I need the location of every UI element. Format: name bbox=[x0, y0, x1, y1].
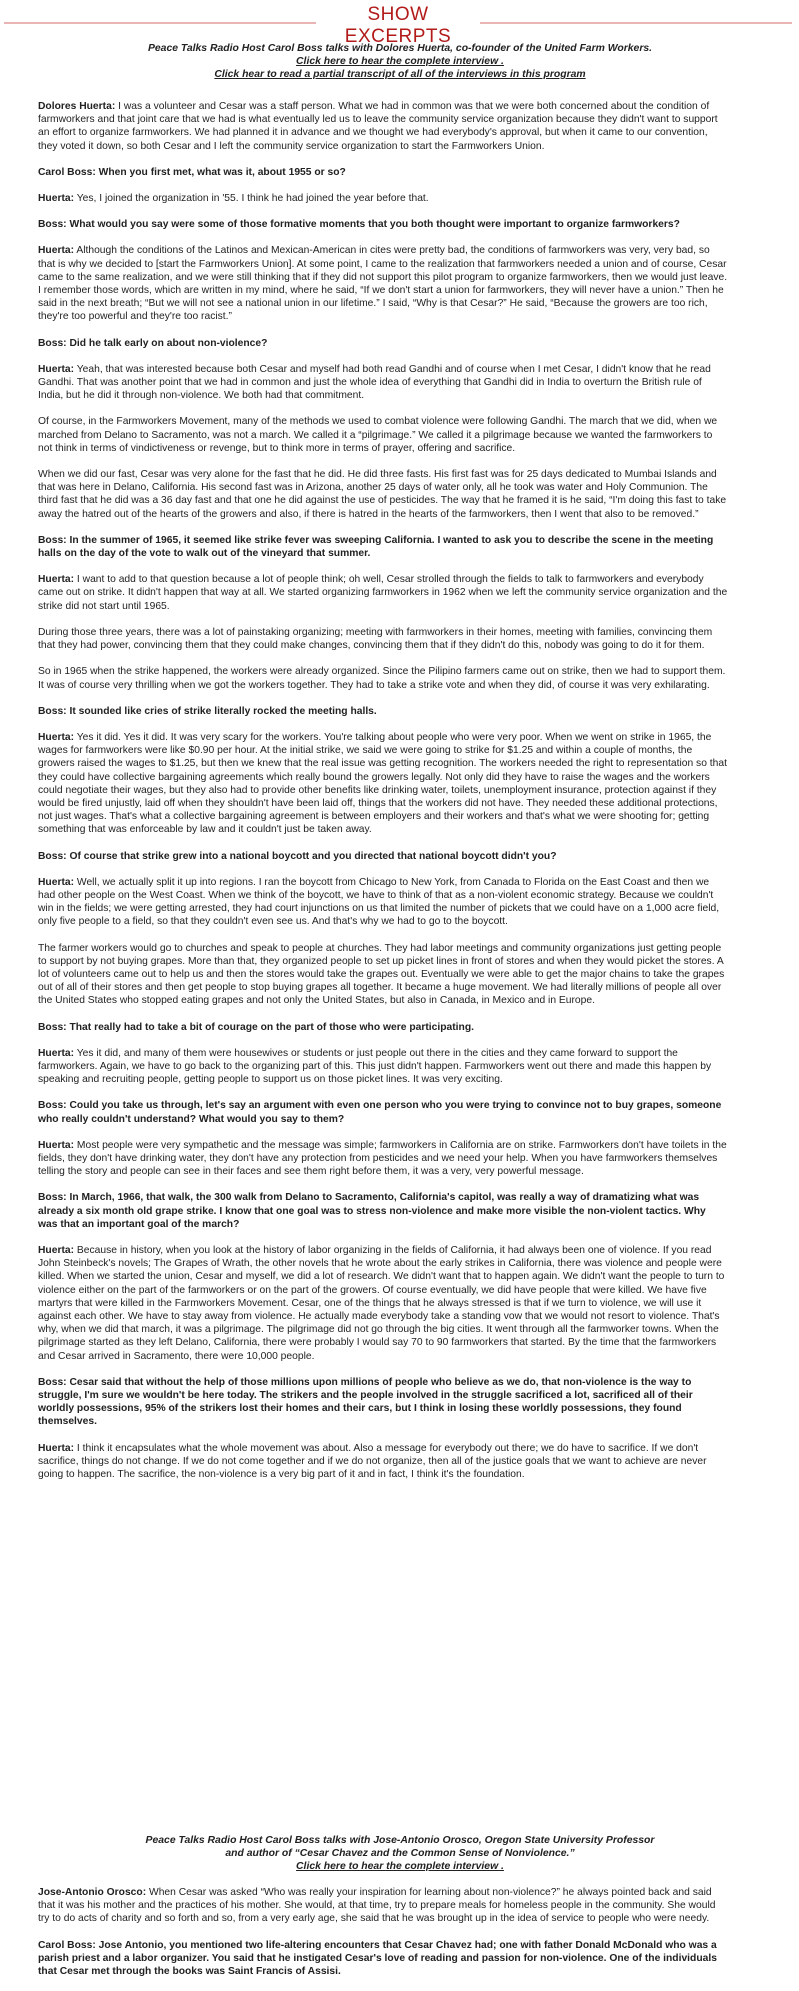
speaker-name: Huerta: bbox=[38, 1047, 75, 1059]
paragraph-text: In the summer of 1965, it seemed like strike fever was sweeping California. I wanted to ask you to describe the scene in the meeting halls on the day of the vote to walk out of the vineyard that summer. bbox=[38, 534, 714, 560]
paragraph-text: What would you say were some of those formative moments that you both thought were important to organize farmworkers? bbox=[66, 219, 680, 231]
transcript-orosco bbox=[38, 1886, 728, 1991]
speaker-name: Boss: bbox=[38, 534, 67, 546]
speaker-name: Carol Boss: bbox=[38, 1939, 96, 1951]
paragraph-text: Yes it did, and many of them were housewives or students or just people out there in the cities and they came forward to support the farmworkers. Again, we have to go back to the organizing part of this. This just didn't happen. Farmworkers went out there and made this happen by speaking and recruiting people, getting people to support us on those picket lines. It was very exciting. bbox=[38, 1047, 712, 1086]
paragraph-text: So in 1965 when the strike happened, the workers were already organized. Since the Pilipino farmers came out on strike, then we had to support them. It was of course very thrilling when we got the workers together. They had to take a strike vote and when they did, of course it was very exhilarating. bbox=[38, 666, 726, 691]
speaker-name: Boss: bbox=[38, 1100, 67, 1112]
interview-question bbox=[38, 1939, 728, 1979]
paragraph-text: When Cesar was asked “Who was really your inspiration for learning about non-violence?” he always pointed back and said that it was his mother and the practices of his mother. She would, at that time, try to prepare meals for homeless people in the community. She would try to do acts of charity and so forth and so, from a very early age, she said that he was brought up in the idea of service to people who were needy. bbox=[38, 1887, 716, 1925]
section-header bbox=[0, 0, 799, 47]
interview-question bbox=[38, 534, 728, 560]
paragraph-text: In March, 1966, that walk, the 300 walk from Delano to Sacramento, California's capitol, was really a way of dramatizing what was already a six month old grape strike. I know that one goal was to stress non-violence and make more visible the non-violent tactics. Why was that an important goal of the march? bbox=[38, 1192, 706, 1230]
interview-answer bbox=[38, 942, 728, 1008]
paragraph-text: When we did our fast, Cesar was very alone for the fast that he did. He did three fasts. His first fast was for 25 days dedicated to Mumbai Islands and that was here in Delano, California. His second fast was in Arizona, another 25 days of water only, all he took was water and Holy Communion. The third fast that he did was a 36 day fast and that one he did against the use of pesticides. The way that he framed it is he said, “I'm doing this fast to take away the hatred out of the hearts of the growers and also, if there is hatred in the hearts of the farmworkers, then I went that also to be removed.” bbox=[38, 469, 727, 520]
speaker-name: Huerta: bbox=[38, 193, 75, 205]
interview-question bbox=[38, 1191, 728, 1231]
paragraph-text: Did he talk early on about non-violence? bbox=[66, 337, 268, 349]
paragraph-text: Of course that strike grew into a national boycott and you directed that national boycott didn't you? bbox=[66, 850, 557, 862]
interview-question bbox=[38, 1021, 728, 1034]
speaker-name: Huerta: bbox=[38, 1442, 75, 1454]
interview-answer bbox=[38, 1244, 728, 1363]
speaker-name: Huerta: bbox=[38, 876, 75, 888]
interview-question bbox=[38, 1376, 728, 1429]
speaker-name: Boss: bbox=[38, 1192, 67, 1204]
paragraph-text: It sounded like cries of strike literally rocked the meeting halls. bbox=[66, 705, 377, 717]
paragraph-text: I think it encapsulates what the whole movement was about. Also a message for everybody out there; we do have to sacrifice. If we don't sacrifice, things do not change. If we do not come together and if we do not organize, then all of the justice goals that we want to achieve are never going to happen. The sacrifice, the non-violence is a very big part of it and in fact, I think it's the foundation. bbox=[38, 1442, 707, 1481]
paragraph-text: Yes it did. Yes it did. It was very scary for the workers. You're talking about people who were very poor. When we went on strike in 1965, the wages for farmworkers were like $0.90 per hour. At the initial strike, we said we were going to strike for $1.25 and within a couple of months, the growers raised the wages to $1.25, but then we knew that the real issue was getting recognition. The workers needed the right to representation so that they could have collective bargaining agreements which really bound the growers legally. Not only did they have to raise the wages and the workers could negotiate their wages, but they also had to provide other benefits like drinking water, toilets, unemployment insurance, protection against if they would be fired unjustly, laid off when they shouldn't have been laid off, things that the workers did not have. They needed these additional protections, not just wages. That's what a collective bargaining agreement is between employers and their workers and that's what we were shooting for; getting something that was enforceable by law and it couldn't just be taken away. bbox=[38, 731, 727, 836]
speaker-name: Huerta: bbox=[38, 245, 75, 257]
paragraph-text: Because in history, when you look at the history of labor organizing in the fields of California, it had always been one of violence. If you read John Steinbeck's novels; The Grapes of Wrath, the other novels that he wrote about the early strikes in California, there was violence and people were killed. When we started the union, Cesar and myself, we did a lot of research. We didn't want that to happen again. We didn't want the people to turn to violence either on the part of the farmworkers or on the part of the growers. Of course eventually, we did have people that were killed. We have five martyrs that were killed in the Farmworkers Movement. Cesar, one of the things that he always stressed is that if we turn to violence, we will use it against each other. We have to stay away from violence. He actually made everybody take a standing vow that we would not resort to violence. That's why, when we did that march, it was a pilgrimage. The pilgrimage did not go through the big cities. It went through all the farmworker towns. When the pilgrimage started as they left Delano, California, there were probably I would say 70 to 90 farmworkers that started. By the time that the farmworkers and Cesar arrived in Sacramento, there were 10,000 people. bbox=[38, 1245, 725, 1362]
paragraph-text: Jose Antonio, you mentioned two life-altering encounters that Cesar Chavez had; one with father Donald McDonald who was a parish priest and a labor organizer. You said that he instigated Cesar's love of reading and passion for non-violence. One of the individuals that Cesar met through the books was Saint Francis of Assisi. bbox=[38, 1939, 717, 1978]
speaker-name: Boss: bbox=[38, 337, 67, 349]
interview-answer bbox=[38, 573, 728, 613]
speaker-name: Boss: bbox=[38, 1376, 67, 1388]
interview-answer bbox=[38, 244, 728, 323]
interview-question bbox=[38, 705, 728, 718]
interview-question bbox=[38, 218, 728, 231]
interview-answer bbox=[38, 100, 728, 153]
intro-heading: Peace Talks Radio Host Carol Boss talks with Dolores Huerta, co-founder of the United Farm Workers. bbox=[147, 43, 653, 54]
paragraph-text: Most people were very sympathetic and the message was simple; farmworkers in California are on strike. Farmworkers don't have toilets in the fields, they don't have drinking water, they don't have any protection from pesticides and we need your help. When you have farmworkers themselves telling the story and people can see in their faces and see them right before them, it was a very, very powerful message. bbox=[38, 1139, 727, 1178]
speaker-name: Huerta: bbox=[38, 1139, 75, 1151]
interview-answer bbox=[38, 1139, 728, 1179]
paragraph-text: Although the conditions of the Latinos and Mexican-American in cites were pretty bad, the conditions of farmworkers was very, very bad, so that is why we decided to [start the Farmworkers Union]. At some point, I came to the realization that farmworkers needed a union and of course, Cesar came to the same realization, and we were still thinking that if they did not support this pilot program to organize farmworkers, then we would just leave. I remember those words, which are written in my mind, where he said, “If we don't start a union for farmworkers, they will never have a union.” Then he said in the next breath; “But we will not see a national union in our lifetime.” I said, “Why is that Cesar?” He said, “Because the growers are too rich, they're too powerful and they're too racist.” bbox=[38, 245, 728, 323]
hear-interview-link[interactable]: Click here to hear the complete interview . bbox=[296, 56, 504, 67]
paragraph-text: Yes, I joined the organization in '55. I think he had joined the year before that. bbox=[74, 193, 429, 205]
speaker-name: Huerta: bbox=[38, 731, 75, 743]
interview-answer bbox=[38, 363, 728, 403]
interview-intro-huerta bbox=[60, 42, 740, 81]
speaker-name: Jose-Antonio Orosco: bbox=[38, 1887, 147, 1898]
header-rule-left bbox=[4, 22, 316, 24]
interview-answer bbox=[38, 731, 728, 837]
interview-question bbox=[38, 1099, 728, 1125]
paragraph-text: Yeah, that was interested because both Cesar and myself had both read Gandhi and of course when I met Cesar, I didn't know that he read Gandhi. That was another point that we had in common and just the whole idea of everything that Gandhi did in India to overturn the British rule of India, but he did it through non-violence. We both had that commitment. bbox=[38, 363, 711, 402]
paragraph-text: I was a volunteer and Cesar was a staff person. What we had in common was that we were both concerned about the condition of farmworkers and that joint care that we had is what eventually led us to leave the community service organization because they didn't want to support an effort to organize farmworkers. We had planned it in advance and we thought we had everybody's approval, but when it came to our convention, they voted it down, so both Cesar and I left the community service organization to start the Farmworkers Union. bbox=[38, 101, 718, 152]
interview-question bbox=[38, 166, 728, 179]
speaker-name: Dolores Huerta: bbox=[38, 101, 116, 112]
paragraph-text: When you first met, what was it, about 1955 or so? bbox=[95, 166, 346, 178]
interview-answer bbox=[38, 1442, 728, 1482]
intro-heading: Peace Talks Radio Host Carol Boss talks with Jose-Antonio Orosco, Oregon State University Professor bbox=[145, 1835, 655, 1846]
interview-question bbox=[38, 337, 728, 350]
paragraph-text: That really had to take a bit of courage on the part of those who were participating. bbox=[66, 1021, 474, 1033]
interview-answer bbox=[38, 1886, 728, 1926]
interview-answer bbox=[38, 415, 728, 455]
section-title: SHOW EXCERPTS bbox=[344, 4, 452, 47]
header-rule-right bbox=[480, 22, 792, 24]
interview-answer bbox=[38, 192, 728, 205]
interview-answer bbox=[38, 876, 728, 929]
interview-question bbox=[38, 850, 728, 863]
paragraph-text: The farmer workers would go to churches and speak to people at churches. They had labor meetings and community organizations just getting people to support by not buying grapes. More than that, they organized people to set up picket lines in front of stores and when they would picket the stores. A lot of volunteers came out to help us and then the stores would take the grapes out. Eventually we were able to get the major chains to take the grapes out of all of their stores and then get people to stop buying grapes all together. It became a huge movement. We had literally millions of people all over the United States who stopped eating grapes and not only the United States, but also in Canada, in Mexico and in Europe. bbox=[38, 942, 725, 1007]
interview-intro-orosco bbox=[60, 1834, 740, 1873]
speaker-name: Huerta: bbox=[38, 1245, 75, 1256]
speaker-name: Boss: bbox=[38, 219, 67, 231]
hear-interview-link[interactable]: Click here to hear the complete interview . bbox=[296, 1861, 504, 1872]
speaker-name: Boss: bbox=[38, 1021, 67, 1033]
paragraph-text: During those three years, there was a lot of painstaking organizing; meeting with farmworkers in their homes, meeting with families, convincing them that they had power, convincing them that they could make changes, convincing them that if they didn't do this, nobody was going to do it for them. bbox=[38, 626, 713, 652]
paragraph-text: Could you take us through, let's say an argument with even one person who you were trying to convince not to buy grapes, someone who really couldn't understand? What would you say to them? bbox=[38, 1100, 722, 1125]
interview-answer bbox=[38, 626, 728, 652]
speaker-name: Huerta: bbox=[38, 574, 75, 586]
speaker-name: Boss: bbox=[38, 705, 67, 717]
speaker-name: Boss: bbox=[38, 850, 67, 862]
interview-answer bbox=[38, 665, 728, 691]
transcript-huerta bbox=[38, 100, 728, 1494]
interview-answer bbox=[38, 1047, 728, 1087]
speaker-name: Carol Boss: bbox=[38, 166, 96, 178]
paragraph-text: Cesar said that without the help of those millions upon millions of people who believe as we do, that non-violence is the way to struggle, I'm sure we wouldn't be here today. The strikers and the people involved in the struggle sacrificed a lot, sacrificed all of their worldly possessions, 95% of the strikers lost their homes and their cars, but I think in losing these worldly possessions, they found themselves. bbox=[38, 1376, 693, 1428]
speaker-name: Huerta: bbox=[38, 363, 75, 375]
paragraph-text: I want to add to that question because a lot of people think; oh well, Cesar strolled through the fields to talk to farmworkers and everybody came out on strike. It didn't happen that way at all. We started organizing farmworkers in 1962 when we left the community service organization and the strike did not start until 1965. bbox=[38, 574, 728, 612]
paragraph-text: Of course, in the Farmworkers Movement, many of the methods we used to combat violence were following Gandhi. The march that we did, when we marched from Delano to Sacramento, was not a march. We called it a “pilgrimage.” We called it a pilgrimage because we wanted the farmworkers to not think in terms of vindictiveness or revenge, but to think more in terms of prayer, offering and sacrifice. bbox=[38, 416, 718, 454]
intro-subheading: and author of “Cesar Chavez and the Common Sense of Nonviolence.” bbox=[225, 1848, 575, 1859]
interview-answer bbox=[38, 468, 728, 521]
paragraph-text: Well, we actually split it up into regions. I ran the boycott from Chicago to New York, from Canada to Florida on the East Coast and then we had other people on the West Coast. When we think of the boycott, we have to think of that as a non-violent economic strategy. Because we couldn't win in the fields; we were getting arrested, they had court injunctions on us that limited the number of pickets that we could have on a 1,000 acre field, only five people to a field, so that they couldn't even see us. And that's why we had to go to the boycott. bbox=[38, 876, 720, 928]
read-transcript-link[interactable]: Click hear to read a partial transcript of all of the interviews in this program bbox=[214, 69, 586, 80]
